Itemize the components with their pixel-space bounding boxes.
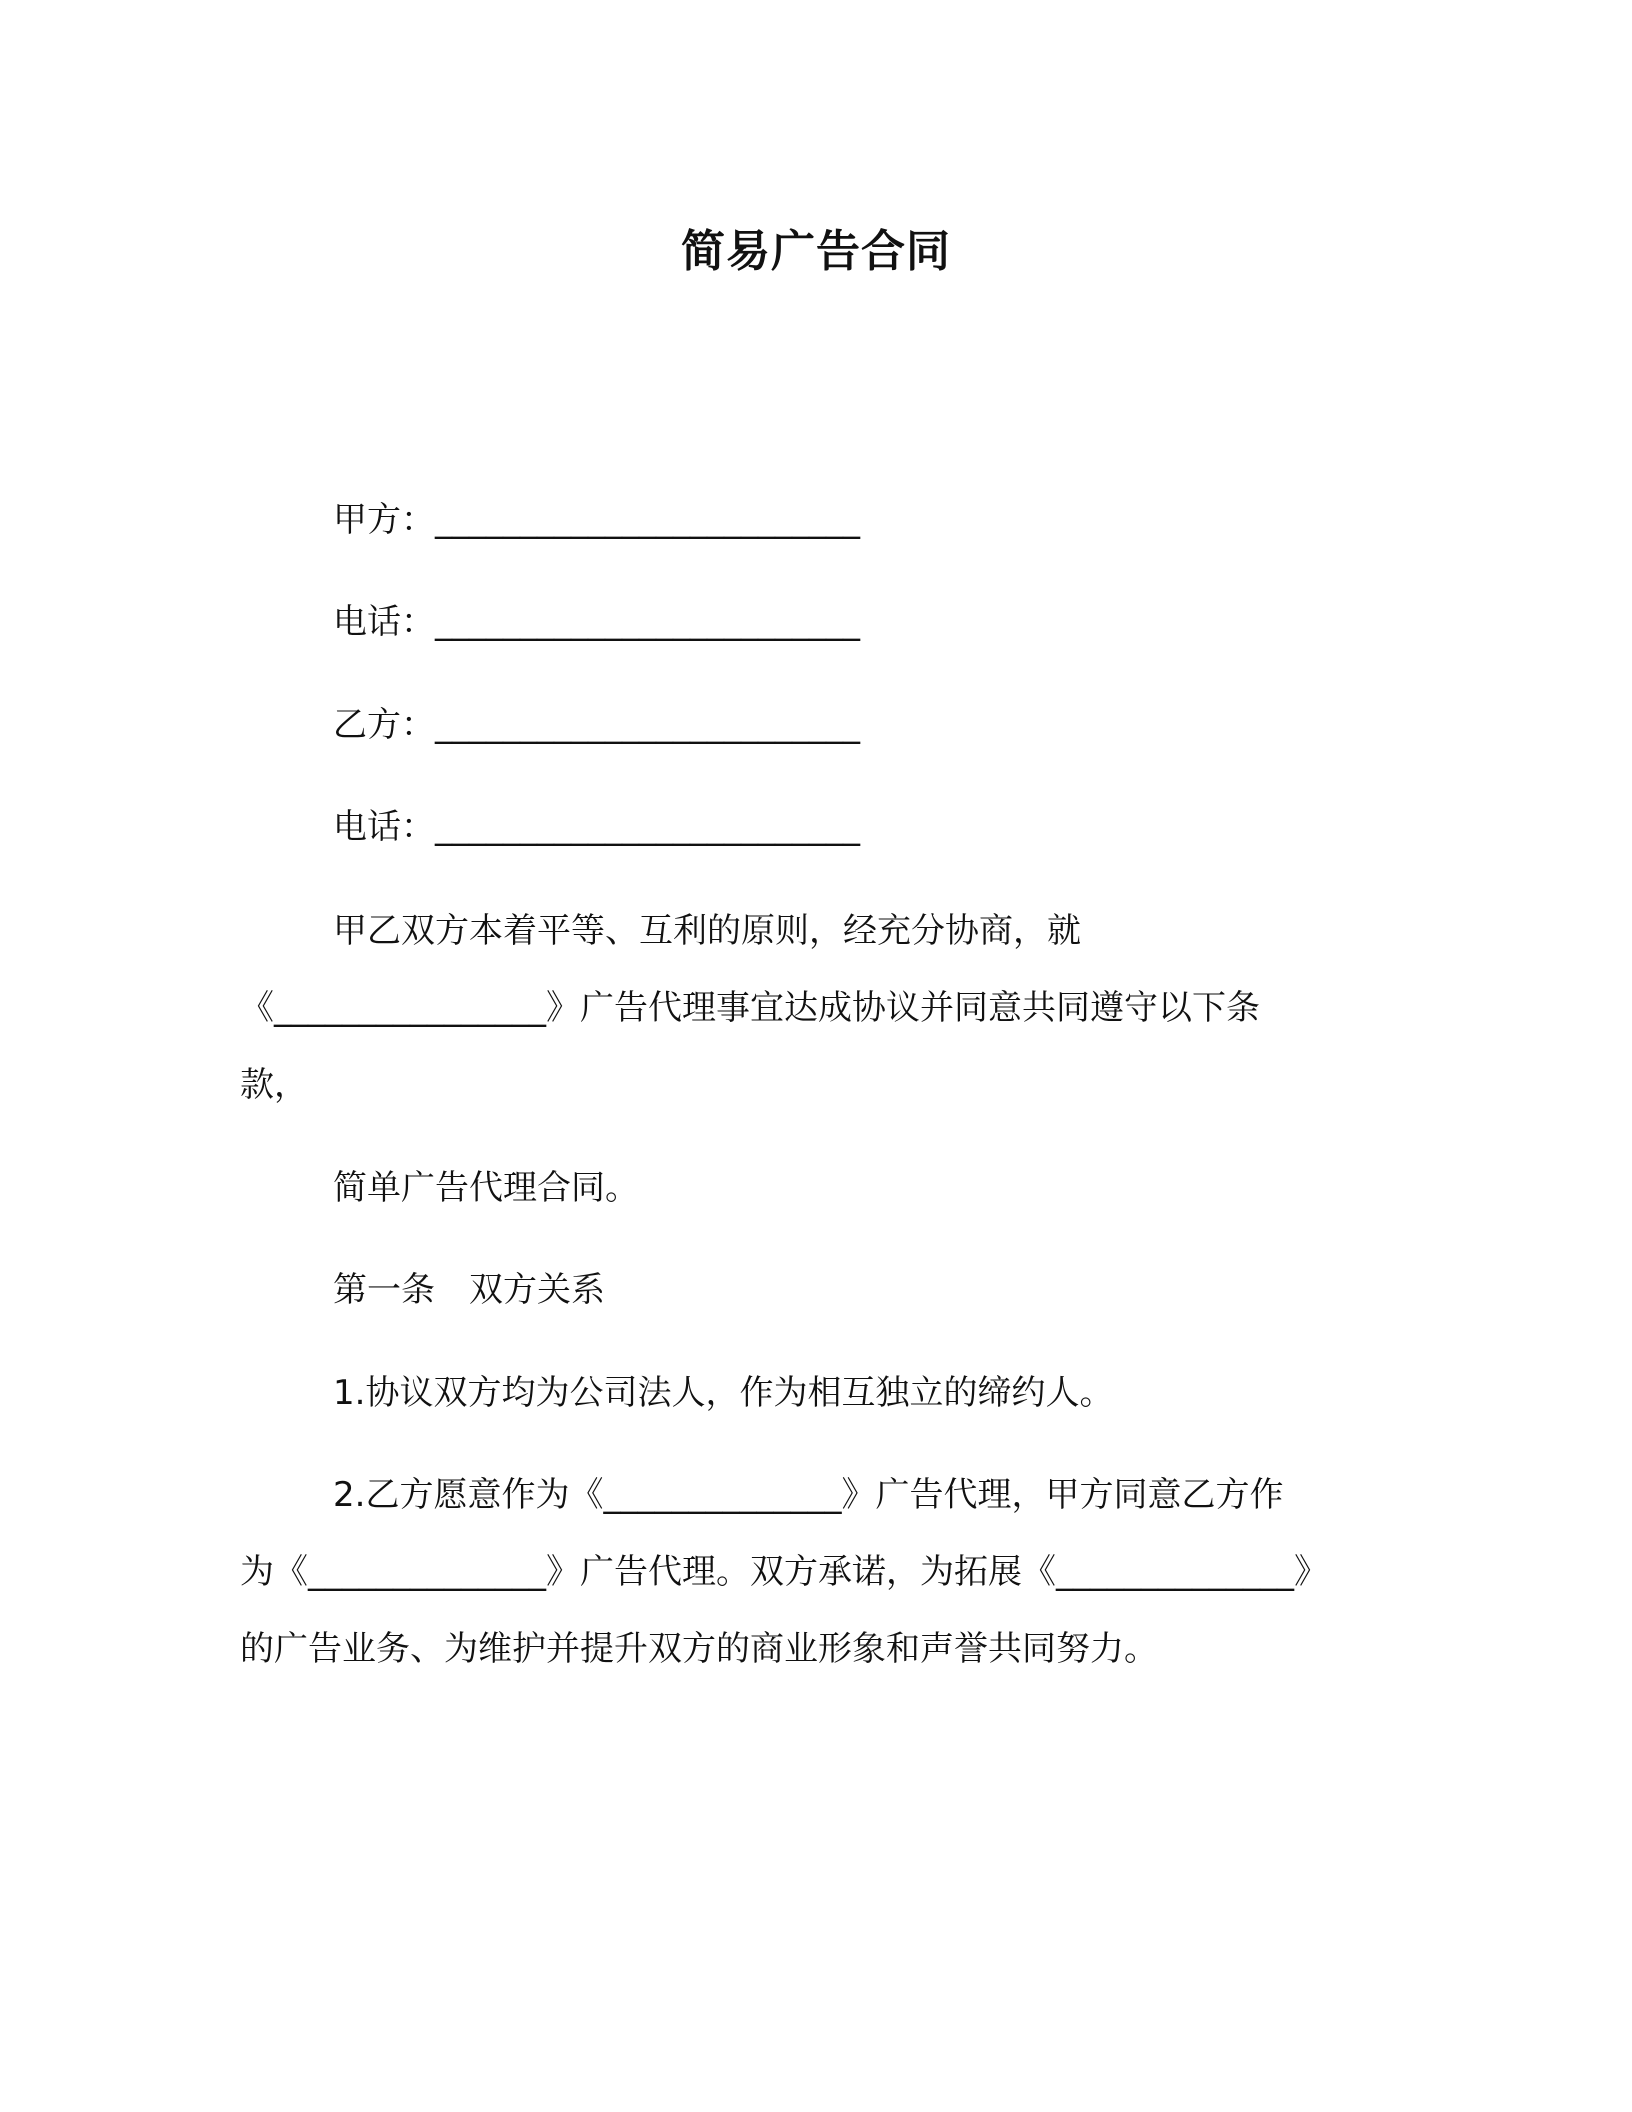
document-title: 简易广告合同 <box>681 226 951 277</box>
subtitle: 简单广告代理合同。 <box>333 1168 639 1208</box>
party-b-field <box>333 700 860 750</box>
party-b-label: 乙方： <box>333 705 435 745</box>
intro-line-2: 《________________》广告代理事宜达成协议并同意共同遵守以下条 <box>240 988 1260 1028</box>
party-a-label: 甲方： <box>333 500 435 540</box>
party-a-phone-blank: _________________________ <box>435 602 860 642</box>
article-1-heading: 第一条 双方关系 <box>333 1270 605 1310</box>
party-b-phone-field <box>333 802 860 852</box>
party-a-blank: _________________________ <box>435 500 860 540</box>
party-a-phone-label: 电话： <box>333 602 435 642</box>
party-b-phone-label: 电话： <box>333 807 435 847</box>
clause-2-line-1: 2.乙方愿意作为《______________》广告代理，甲方同意乙方作 <box>333 1475 1284 1515</box>
clause-2-line-2: 为《______________》广告代理。双方承诺，为拓展《______________》 <box>240 1552 1328 1592</box>
intro-paragraph <box>240 893 1400 1124</box>
clause-2-line-3: 的广告业务、为维护并提升双方的商业形象和声誉共同努力。 <box>240 1629 1158 1669</box>
clause-1: 1.协议双方均为公司法人，作为相互独立的缔约人。 <box>333 1373 1114 1413</box>
intro-line-3: 款， <box>240 1065 308 1105</box>
party-b-phone-blank: _________________________ <box>435 807 860 847</box>
party-a-field <box>333 495 860 545</box>
party-a-phone-field <box>333 597 860 647</box>
clause-2-paragraph <box>240 1457 1400 1688</box>
party-b-blank: _________________________ <box>435 705 860 745</box>
intro-line-1: 甲乙双方本着平等、互利的原则，经充分协商，就 <box>333 911 1081 951</box>
